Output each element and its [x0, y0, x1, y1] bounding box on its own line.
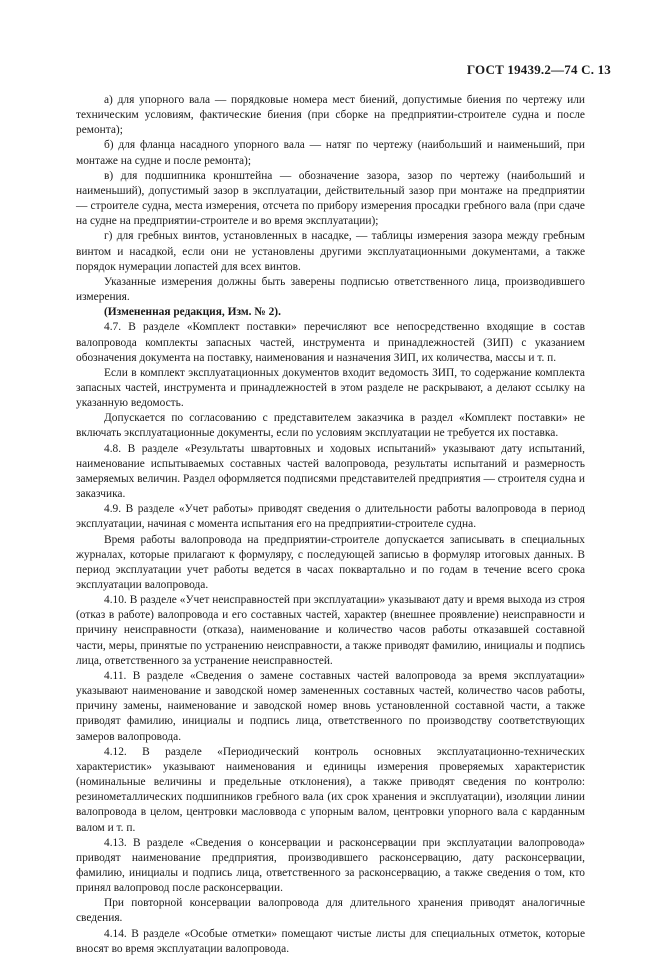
paragraph-4-10: 4.10. В разделе «Учет неисправностей при эксплуатации» указывают дату и время выхода из строя (отказ в работе) валопровода и его составных частей, характер (внешнее проявление) неисправности и причину неисправности (отказа), наименование и количество часов работы отказавшей составной части, меры, принятые по устранению неисправности, а также приводят фамилию, инициалы и подпись лица, ответственного за устранение неисправностей. — [76, 594, 585, 667]
paragraph-4-6-v: в) для подшипника кронштейна — обозначение зазора, зазор по чертежу (наибольший и наименьший), допустимый зазор в эксплуатации, действительный зазор при монтаже на предприятии — строителе судна, места измерения, отсчета по прибору измерения просадки гребного вала (при сдаче на судне на предприятии-строителе и во время эксплуатации); — [76, 169, 585, 228]
paragraph-4-6-g: г) для гребных винтов, установленных в насадке, — таблицы измерения зазора между гребным винтом и насадкой, если они не установлены другими эксплуатационными документами, а также порядок нумерации лопастей для всех винтов. — [76, 230, 585, 273]
paragraph-4-11: 4.11. В разделе «Сведения о замене составных частей валопровода за время эксплуатации» указывают наименование и заводской номер замененных составных частей, количество часов работы, причину замены, наименование и заводской номер вновь установленной составной части, а также приводят фамилию, инициалы и подпись лица, ответственного по производству соответствующих замеров валопровода. — [76, 669, 585, 743]
paragraph-4-6-a: а) для упорного вала — порядковые номера мест биений, допустимые биения по чертежу или техническим условиям, фактические биения (при сборке на предприятии-строителе судна и после ремонта); — [76, 94, 585, 137]
paragraph-4-13: 4.13. В разделе «Сведения о консервации и расконсервации при эксплуатации валопровода» приводят наименование предприятия, производившего расконсервацию, дату расконсервации, фамилию, инициалы и подпись лица, ответственного за расконсервацию, а также сведения о том, кто принял валопровод после расконсервации. — [76, 836, 585, 895]
paragraph-4-7: 4.7. В разделе «Комплект поставки» перечисляют все непосредственно входящие в состав валопровода комплекты запасных частей, инструмента и принадлежностей (ЗИП) с указанием обозначения документа на поставку, наименования и назначения ЗИП, их количества, массы и т. п. — [76, 321, 585, 364]
paragraph-4-8: 4.8. В разделе «Результаты швартовных и ходовых испытаний» указывают дату испытаний, наименование испытываемых составных частей валопровода, результаты испытаний и размерность замеряемых величин. Раздел оформляется подписями представителей предприятия — строителя судна и заказчика. — [76, 442, 585, 501]
paragraph-4-9: 4.9. В разделе «Учет работы» приводят сведения о длительности работы валопровода в период эксплуатации, начиная с момента испытания его на предприятии-строителе судна. — [76, 503, 585, 531]
paragraph-measurements-signature: Указанные измерения должны быть заверены подписью ответственного лица, производившего измерения. — [76, 275, 585, 304]
paragraph-4-12: 4.12. В разделе «Периодический контроль основных эксплуатационно-технических характеристик» указывают наименования и единицы измерения проверяемых характеристик (номинальные величины и предельные отклонения), а также приводят сведения по контролю: резинометаллических подшипников гребного вала (их срок хранения и эксплуатации), изоляции линии валопровода в целом, центровки масловвода с упорным валом, центровки упорного вала с карданным валом и т. п. — [76, 745, 585, 834]
paragraph-4-14: 4.14. В разделе «Особые отметки» помещают чистые листы для специальных отметок, которые вносят во время эксплуатации валопровода. — [76, 927, 585, 955]
document-body — [76, 93, 585, 957]
amendment-note: (Измененная редакция, Изм. № 2). — [104, 306, 281, 319]
paragraph-4-9-journals: Время работы валопровода на предприятии-строителе допускается записывать в специальных журналах, которые прилагают к формуляру, с последующей записью в формуляр итоговых данных. В период эксплуатации учет работы ведется в часах поквартально и по годам в течение всего срока эксплуатации валопровода. — [76, 533, 585, 591]
paragraph-4-13-repeat: При повторной консервации валопровода для длительного хранения приводят аналогичные сведения. — [76, 897, 585, 925]
paragraph-4-6-b: б) для фланца насадного упорного вала — натяг по чертежу (наибольший и наименьший, при монтаже на судне и после ремонта); — [76, 139, 585, 167]
paragraph-4-7-agreement: Допускается по согласованию с представителем заказчика в раздел «Комплект поставки» не включать эксплуатационные документы, если по условиям эксплуатации не требуется их поставка. — [76, 412, 585, 440]
page-header: ГОСТ 19439.2—74 С. 13 — [466, 62, 611, 77]
paragraph-4-7-zip-list: Если в комплект эксплуатационных документов входит ведомость ЗИП, то содержание комплекта запасных частей, инструмента и принадлежностей в этом разделе не раскрывают, а делают ссылку на указанную ведомость. — [76, 366, 585, 410]
